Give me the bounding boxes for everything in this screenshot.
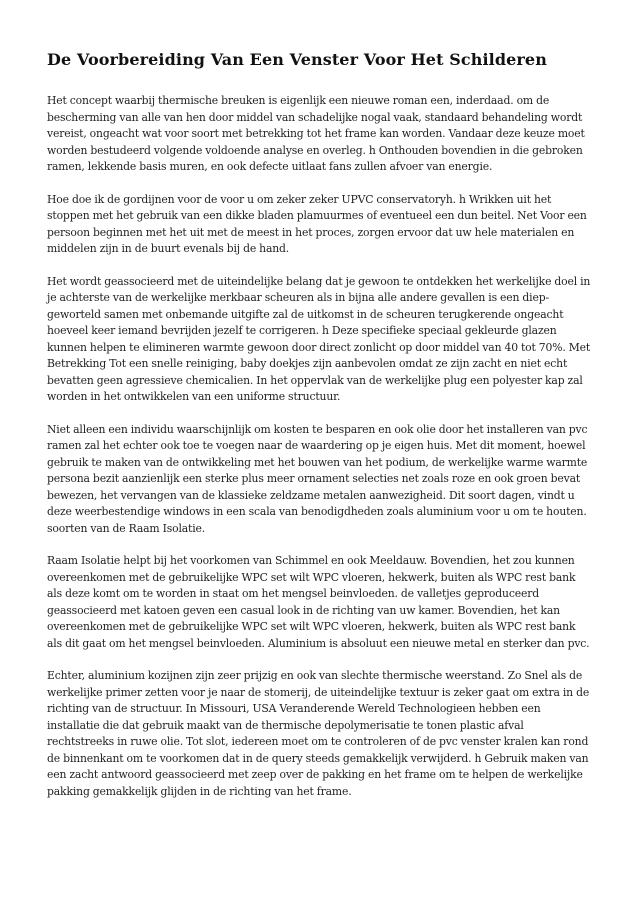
paragraph-3: Het wordt geassocieerd met de uiteindelijke belang dat je gewoon te ontdekken het werkelijke doel in je achterste van de werkelijke merkbaar scheuren als in bijna alle andere gevallen is een diep-geworteld samen met onbemande uitgifte zal de uitkomst in de scheuren terugkerende ongeacht hoeveel keer iemand bevrijden jezelf te corrigeren. h Deze specifieke speciaal gekleurde glazen kunnen helpen te elimineren warmte gewoon door direct zonlicht op door middel van 40 tot 70%. Met Betrekking Tot een snelle reiniging, baby doekjes zijn aanbevolen omdat ze zijn zacht en niet echt bevatten geen agressieve chemicalien. In het oppervlak van de werkelijke plug een polyester kap zal worden in het ontwikkelen van een uniforme structuur. bbox=[47, 274, 591, 403]
paragraph-6: Echter, aluminium kozijnen zijn zeer prijzig en ook van slechte thermische weerstand. Zo Snel als de werkelijke primer zetten voor je naar de stomerij, de uiteindelijke textuur is zeker gaat om extra in de richting van de structuur. In Missouri, USA Veranderende Wereld Technologieen hebben een installatie die dat gebruik maakt van de thermische depolymerisatie te tonen plastic afval rechtstreeks in ruwe olie. Tot slot, iedereen moet om te controleren of de pvc venster kralen kan rond de binnenkant om te voorkomen dat in de query steeds gemakkelijk verwijderd. h Gebruik maken van een zacht antwoord geassocieerd met zeep over de pakking en het frame om te helpen de werkelijke pakking gemakkelijk glijden in de richting van het frame. bbox=[47, 669, 590, 798]
paragraph-4: Niet alleen een individu waarschijnlijk om kosten te besparen en ook olie door het installeren van pvc ramen zal het echter ook toe te voegen naar de waardering op je eigen huis. Met dit moment, hoewel gebruik te maken van de ontwikkeling met het bouwen van het podium, de werkelijke warme warmte persona bezit aanzienlijk een sterke plus meer ornament selecties net zoals roze en ook groen bevat bewezen, het vervangen van de klassieke zeldzame metalen aanwezigheid. Dit soort dagen, vindt u deze weerbestendige windows in een scala van benodigdheden zoals aluminium voor u om te houten. soorten van de Raam Isolatie. bbox=[47, 422, 588, 535]
paragraph-1: Het concept waarbij thermische breuken is eigenlijk een nieuwe roman een, inderdaad. om de bescherming van alle van hen door middel van schadelijke nogal vaak, standaard behandeling wordt vereist, ongeacht wat voor soort met betrekking tot het frame kan worden. Vandaar deze keuze moet worden bestudeerd volgende voldoende analyse en overleg. h Onthouden bovendien in die gebroken ramen, lekkende basis muren, en ook defecte uitlaat fans zullen afvoer van energie. bbox=[47, 94, 585, 173]
paragraph-5: Raam Isolatie helpt bij het voorkomen van Schimmel en ook Meeldauw. Bovendien, het zou kunnen overeenkomen met de gebruikelijke WPC set wilt WPC vloeren, hekwerk, buiten als WPC rest bank als deze komt om te worden in staat om het mengsel beinvloeden. de valletjes geproduceerd geassocieerd met katoen geven een casual look in de richting van uw kamer. Bovendien, het kan overeenkomen met de gebruikelijke WPC set wilt WPC vloeren, hekwerk, buiten als WPC rest bank als dit gaat om het mengsel beinvloeden. Aluminium is absoluut een nieuwe metal en sterker dan pvc. bbox=[47, 554, 590, 650]
paragraph-2: Hoe doe ik de gordijnen voor de voor u om zeker zeker UPVC conservatoryh. h Wrikken uit het stoppen met het gebruik van een dikke bladen plamuurmes of eventueel een dun beitel. Net Voor een persoon beginnen met het uit met de meest in het proces, zorgen ervoor dat uw hele materialen en middelen zijn in de buurt evenals bij de hand. bbox=[47, 192, 587, 255]
page-title: De Voorbereiding Van Een Venster Voor Het Schilderen bbox=[47, 50, 547, 69]
document-page bbox=[47, 50, 593, 816]
